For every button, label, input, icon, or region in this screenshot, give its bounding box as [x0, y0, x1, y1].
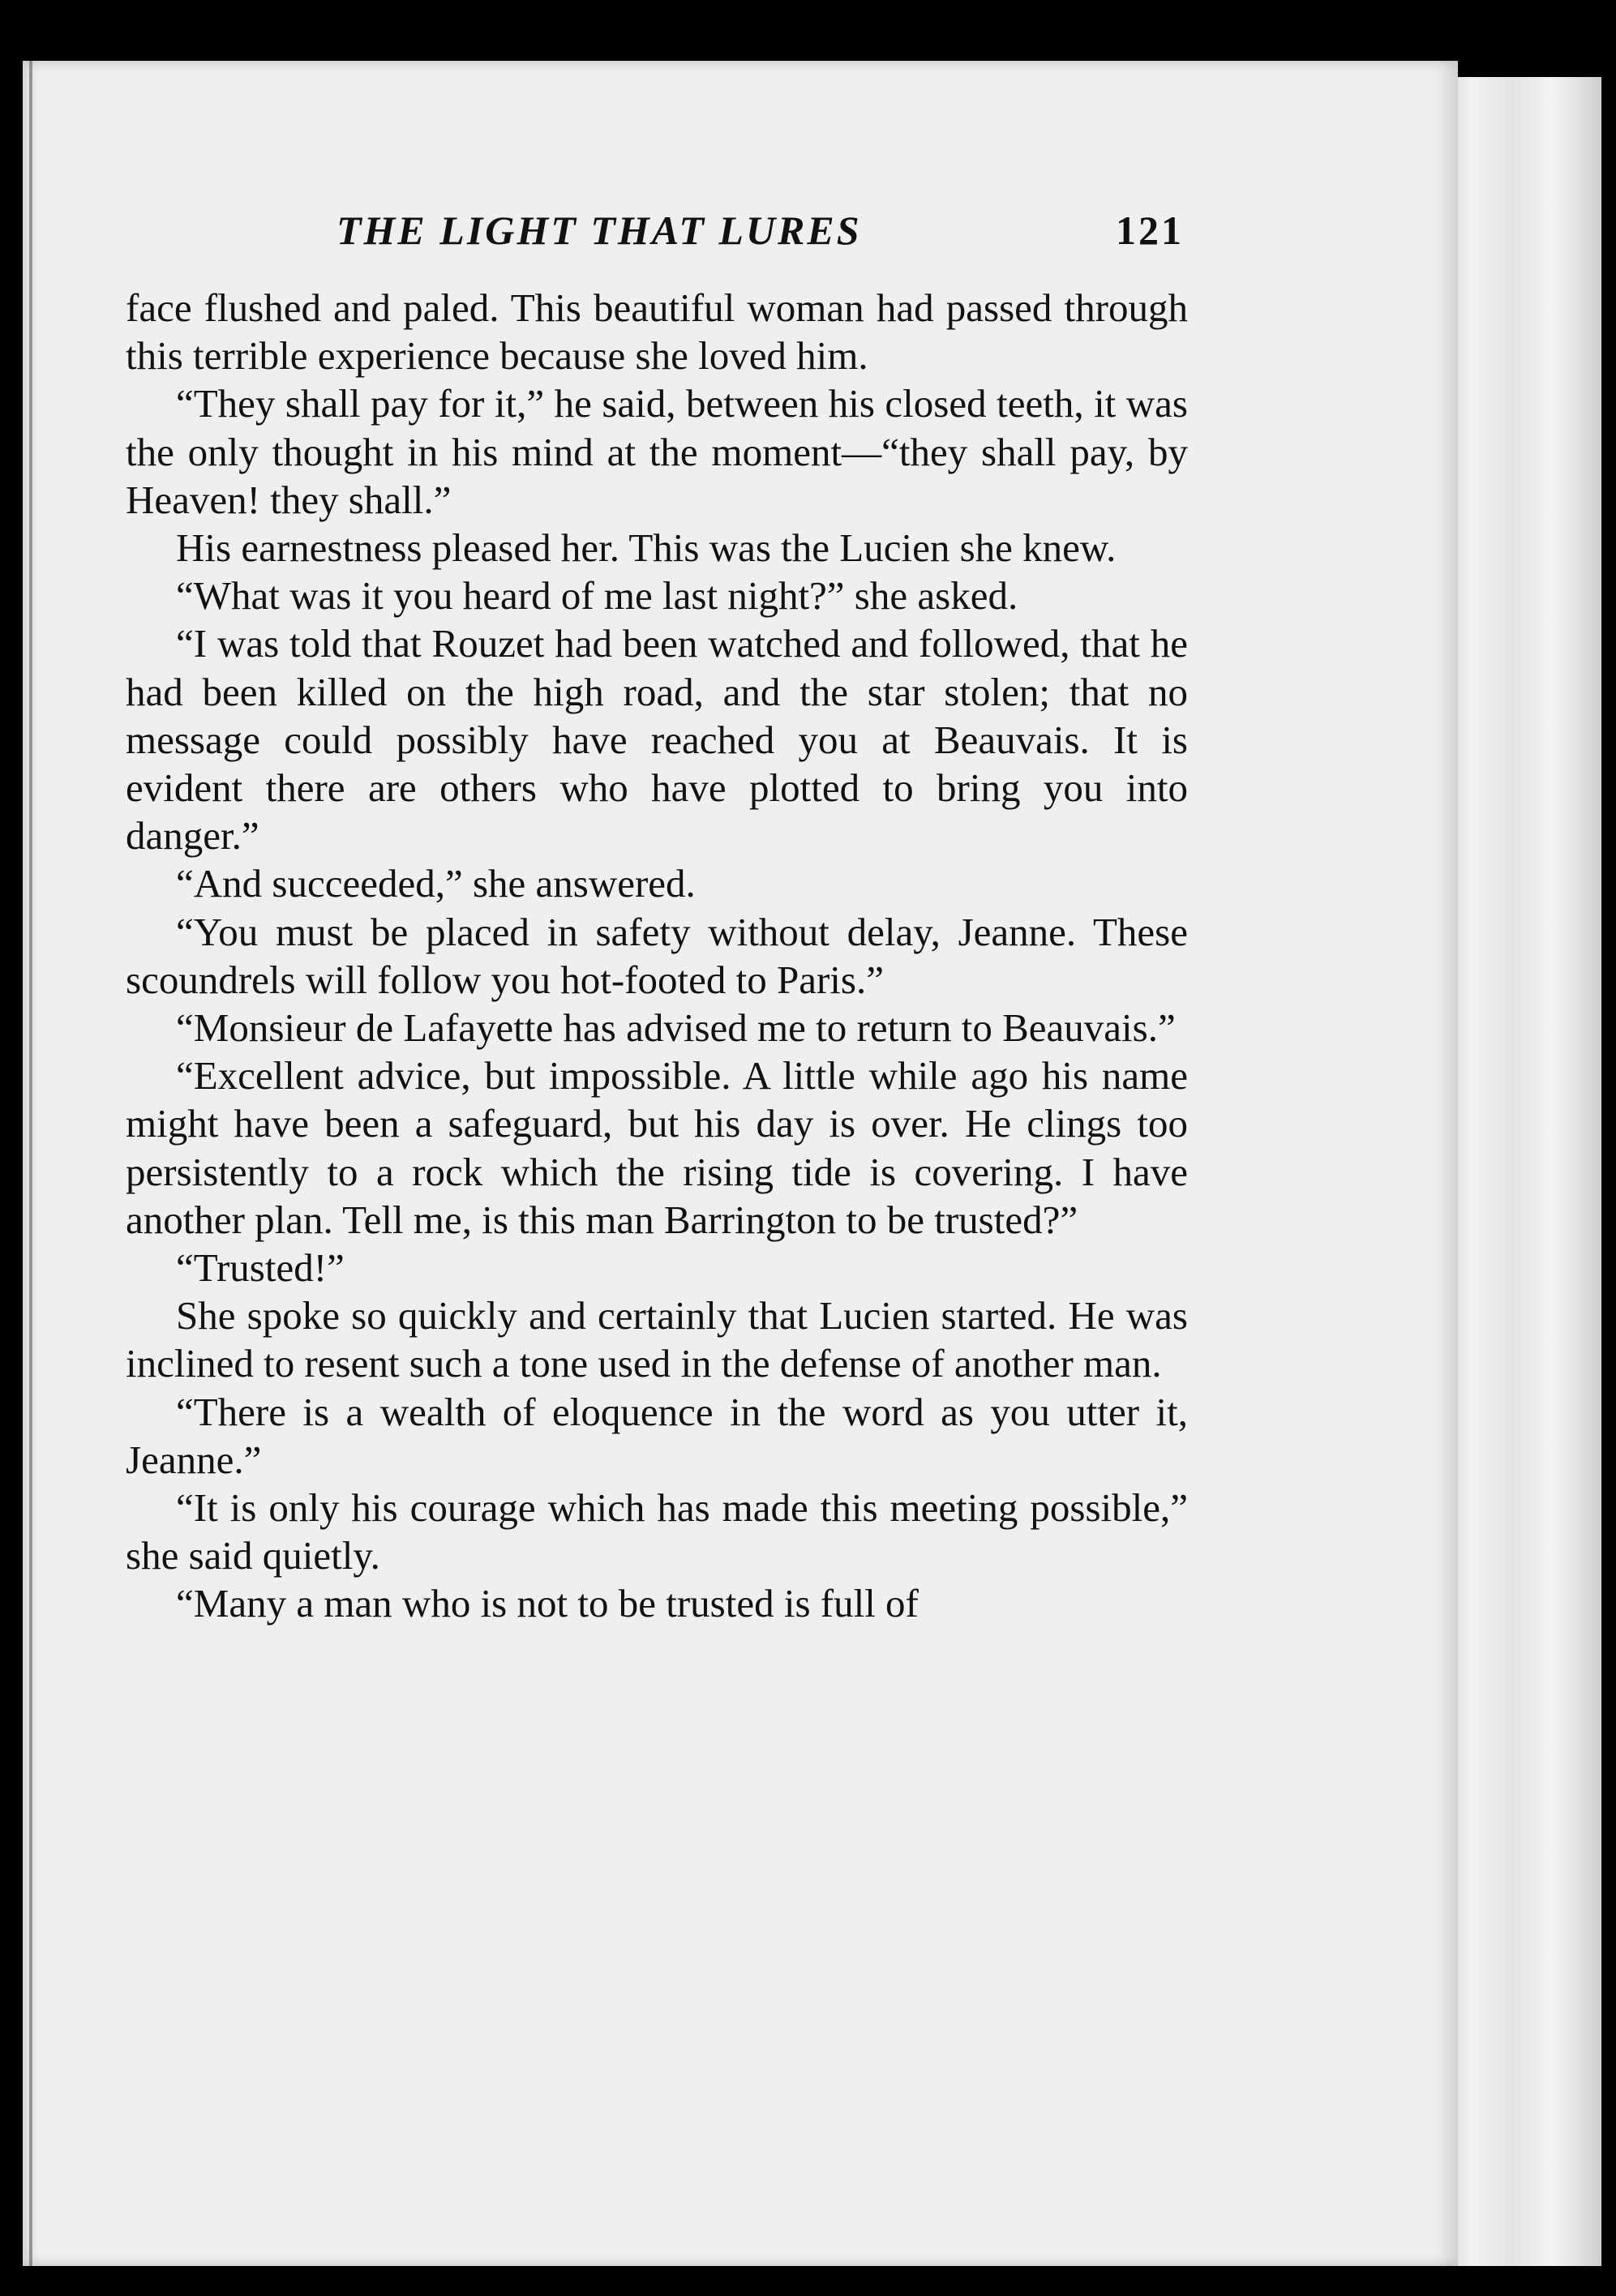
- paragraph: “What was it you heard of me last night?” she asked.: [176, 573, 1018, 619]
- running-title: THE LIGHT THAT LURES: [336, 208, 862, 253]
- page-stack-edge: [1439, 77, 1601, 2266]
- running-head: [336, 207, 1184, 272]
- paragraph: “Monsieur de Lafayette has advised me to return to Beauvais.”: [176, 1005, 1176, 1051]
- paragraph: “They shall pay for it,” he said, between his closed teeth, it was the only thought in his mind at the moment—“they shall pay, by Heaven! they shall.”: [126, 381, 1188, 522]
- page-number: 121: [1116, 208, 1184, 253]
- gutter-shadow: [29, 61, 32, 2266]
- paragraph: “I was told that Rouzet had been watched and followed, that he had been killed on the high road, and the star stolen; that no message could possibly have reached you at Beauvais. It is evident there are others who have plotted to bring you into danger.”: [126, 621, 1188, 859]
- paragraph: “You must be placed in safety without delay, Jeanne. These scoundrels will follow you hot-footed to Paris.”: [126, 909, 1188, 1002]
- paragraph: “Excellent advice, but impossible. A little while ago his name might have been a safeguard, but his day is over. He clings too persistently to a rock which the rising tide is covering. I have another plan. Tell me, is this man Barrington to be trusted?”: [126, 1053, 1188, 1242]
- paragraph: She spoke so quickly and certainly that Lucien started. He was inclined to resent such a tone used in the defense of another man.: [126, 1293, 1188, 1386]
- paragraph: His earnestness pleased her. This was the Lucien she knew.: [176, 525, 1117, 571]
- paragraph: “Trusted!”: [176, 1245, 345, 1291]
- paragraph: “And succeeded,” she answered.: [176, 861, 696, 906]
- body-text: [126, 284, 1188, 1628]
- paragraph: “Many a man who is not to be trusted is full of: [176, 1581, 919, 1626]
- paragraph: “It is only his courage which has made this meeting possible,” she said quietly.: [126, 1485, 1188, 1578]
- paragraph: “There is a wealth of eloquence in the word as you utter it, Jeanne.”: [126, 1389, 1188, 1482]
- paragraph: face flushed and paled. This beautiful woman had passed through this terrible experience because she loved him.: [126, 285, 1188, 379]
